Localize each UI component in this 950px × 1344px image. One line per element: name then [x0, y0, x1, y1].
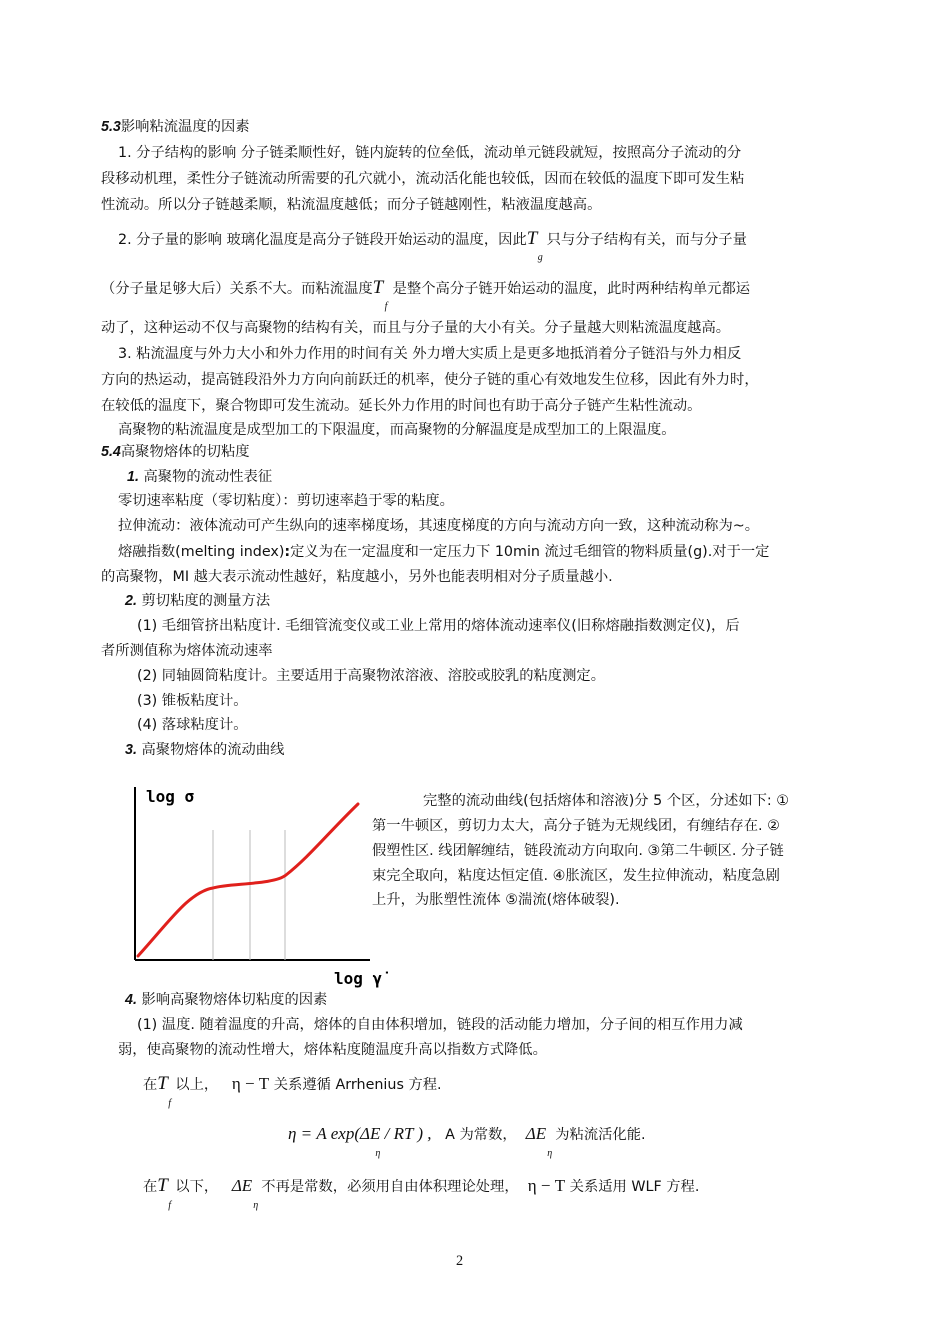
flow-curve-line — [138, 804, 358, 956]
symbol-T: T — [157, 1073, 168, 1094]
section-title: 影响粘流温度的因素 — [120, 119, 250, 135]
subscript-eta: η — [253, 1200, 259, 1211]
method-4: (4) 落球粘度计。 — [137, 717, 248, 733]
symbol-T: T — [526, 228, 538, 249]
melt-index-colon: : — [284, 544, 291, 560]
subheading-title: 影响高聚物熔体切粘度的因素 — [141, 992, 328, 1008]
para-2-text-a: 2. 分子量的影响 玻璃化温度是高分子链段开始运动的温度，因此 — [118, 232, 527, 248]
page-number: 2 — [456, 1253, 464, 1269]
subheading-3 — [125, 739, 284, 761]
subheading-2 — [125, 590, 270, 612]
method-2: (2) 同轴圆筒粘度计。主要适用于高聚物浓溶液、溶胶或胶乳的粘度测定。 — [137, 668, 605, 684]
text-zai: 在 — [143, 1179, 158, 1195]
para-2-text-d: 是整个高分子链开始运动的温度，此时两种结构单元都运 — [392, 281, 751, 297]
subscript-f: f — [168, 1200, 172, 1211]
text-activation-energy: 为粘流活化能. — [555, 1127, 646, 1143]
curve-desc-line-4: 束完全取向，粘度达恒定值. ④胀流区，发生拉伸流动，粘度急剧 — [372, 868, 780, 884]
symbol-T: T — [157, 1175, 168, 1196]
text-wlf: 关系适用 WLF 方程. — [569, 1179, 700, 1195]
para-4: 高聚物的粘流温度是成型加工的下限温度，而高聚物的分解温度是成型加工的上限温度。 — [118, 422, 676, 438]
melt-index-line-2: 的高聚物，MI 越大表示流动性越好，粘度越小，另外也能表明相对分子质量越小. — [101, 569, 613, 585]
subheading-title: 高聚物熔体的流动曲线 — [141, 742, 285, 758]
delta-E: ΔE — [231, 1176, 253, 1195]
eta-T-relation: η − T — [527, 1176, 566, 1195]
zero-shear-viscosity: 零切速率粘度（零切粘度）：剪切速率趋于零的粘度。 — [118, 493, 454, 509]
text-arrhenius: 关系遵循 Arrhenius 方程. — [273, 1077, 442, 1093]
arrhenius-equation — [288, 1123, 646, 1159]
eta-T-relation: η − T — [231, 1074, 270, 1093]
subscript-f: f — [168, 1098, 172, 1109]
curve-desc-line-3: 假塑性区. 线团解缠结，链段流动方向取向. ③第二牛顿区. 分子链 — [372, 843, 784, 859]
para-2-line-1 — [118, 228, 747, 263]
subheading-number: 4. — [125, 992, 137, 1008]
subheading-4 — [125, 989, 327, 1011]
melt-index-term: 熔融指数(melting index) — [118, 544, 285, 560]
para-3-line-3: 在较低的温度下，聚合物即可发生流动。延长外力作用的时间也有助于高分子链产生粘性流动。 — [101, 398, 702, 414]
method-3: (3) 锥板粘度计。 — [137, 693, 248, 709]
subscript-g: g — [537, 252, 543, 263]
method-1-line-2: 者所测值称为熔体流动速率 — [101, 643, 273, 659]
subscript-f: f — [384, 301, 388, 312]
section-heading-5-3 — [101, 116, 250, 138]
para-3-line-2: 方向的热运动，提高链段沿外力方向向前跃迁的机率，使分子链的重心有效地发生位移，因此有外力时， — [101, 372, 759, 388]
melt-index-def: 定义为在一定温度和一定压力下 10min 流过毛细管的物料质量(g).对于一定 — [290, 544, 770, 560]
curve-desc-line-1: 完整的流动曲线(包括熔体和溶液)分 5 个区，分述如下: ① — [423, 793, 790, 809]
section-number: 5.4 — [101, 444, 121, 460]
subscript-eta: η — [375, 1148, 381, 1159]
text-below: 以下， — [175, 1179, 219, 1195]
text-not-constant: 不再是常数，必须用自由体积理论处理， — [261, 1179, 519, 1195]
extensional-flow: 拉伸流动：液体流动可产生纵向的速率梯度场，其速度梯度的方向与流动方向一致，这种流动称为~。 — [118, 518, 760, 534]
para-1-line-1: 1. 分子结构的影响 分子链柔顺性好，链内旋转的位垒低，流动单元链段就短，按照高分子流动的分 — [118, 145, 742, 161]
para-3-line-1: 3. 粘流温度与外力大小和外力作用的时间有关 外力增大实质上是更多地抵消着分子链沿与外力相反 — [118, 346, 742, 362]
para-2-line-3: 动了，这种运动不仅与高聚物的结构有关，而且与分子量的大小有关。分子量越大则粘流温度越高。 — [101, 320, 731, 336]
temperature-line-1: (1) 温度. 随着温度的升高，熔体的自由体积增加，链段的活动能力增加，分子间的相互作用力减 — [137, 1017, 743, 1033]
flow-curve-figure — [124, 782, 383, 988]
para-2-line-2 — [101, 277, 751, 312]
curve-desc-line-5: 上升，为胀塑性流体 ⑤湍流(熔体破裂). — [372, 892, 620, 908]
section-number: 5.3 — [101, 119, 121, 135]
symbol-T: T — [372, 277, 384, 298]
below-tf-line — [143, 1175, 700, 1211]
subheading-number: 3. — [125, 742, 137, 758]
subheading-number: 1. — [127, 469, 139, 485]
melt-index-line-1 — [118, 541, 769, 563]
x-axis-label: log γ̇ — [334, 969, 383, 988]
above-tf-line — [143, 1073, 442, 1109]
curve-desc-line-2: 第一牛顿区，剪切力太大，高分子链为无规线团，有缠结存在. ② — [372, 818, 780, 834]
text-above: 以上， — [175, 1077, 219, 1093]
text-constant: A 为常数， — [445, 1127, 517, 1143]
para-2-text-c: （分子量足够大后）关系不大。而粘流温度 — [101, 281, 373, 297]
text-zai: 在 — [143, 1077, 158, 1093]
equation-lhs: η = A exp(ΔE — [288, 1124, 381, 1143]
section-title: 高聚物熔体的切粘度 — [120, 444, 250, 460]
section-heading-5-4 — [101, 441, 250, 463]
subheading-title: 高聚物的流动性表征 — [143, 469, 273, 485]
subheading-title: 剪切粘度的测量方法 — [141, 593, 271, 609]
temperature-line-2: 弱，使高聚物的流动性增大，熔体粘度随温度升高以指数方式降低。 — [118, 1042, 547, 1058]
subheading-1 — [127, 466, 272, 488]
delta-E: ΔE — [525, 1124, 547, 1143]
subheading-number: 2. — [125, 593, 137, 609]
y-axis-label: log σ — [146, 787, 195, 806]
para-1-line-2: 段移动机理，柔性分子链流动所需要的孔穴就小，流动活化能也较低，因而在较低的温度下即可发生粘 — [101, 171, 745, 187]
para-2-text-b: 只与分子结构有关，而与分子量 — [546, 232, 747, 248]
method-1-line-1: (1) 毛细管挤出粘度计. 毛细管流变仪或工业上常用的熔体流动速率仪(旧称熔融指数测定仪)，后 — [137, 618, 740, 634]
equation-rhs: / RT ) , — [380, 1124, 432, 1143]
subscript-eta: η — [547, 1148, 553, 1159]
para-1-line-3: 性流动。所以分子链越柔顺，粘流温度越低；而分子链越刚性，粘液温度越高。 — [101, 197, 602, 213]
